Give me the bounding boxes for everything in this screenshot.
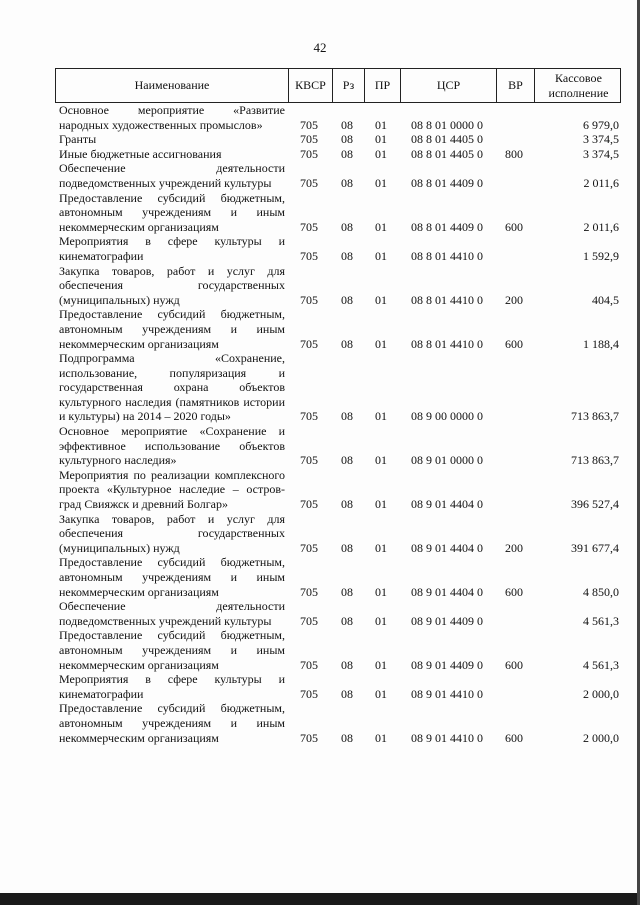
row-pr: 01 (375, 292, 387, 307)
row-name: Предоставление субсидий бюджетным, автономным учреждениям и иным некоммерческим организациям (59, 555, 285, 599)
row-vr: 800 (505, 146, 523, 161)
row-amount: 404,5 (592, 292, 619, 307)
row-kvsr: 705 (300, 117, 318, 132)
row-kvsr: 705 (300, 730, 318, 745)
row-csr: 08 8 01 4405 0 (411, 146, 483, 161)
row-rz: 08 (341, 453, 353, 468)
row-name: Мероприятия в сфере культуры и кинематографии (59, 672, 285, 701)
row-kvsr: 705 (300, 453, 318, 468)
row-amount: 391 677,4 (571, 540, 619, 555)
row-kvsr: 705 (300, 175, 318, 190)
row-pr: 01 (375, 248, 387, 263)
row-amount: 4 561,3 (583, 613, 619, 628)
row-rz: 08 (341, 117, 353, 132)
row-rz: 08 (341, 219, 353, 234)
row-amount: 713 863,7 (571, 453, 619, 468)
table-row (55, 468, 621, 512)
table-row (55, 307, 621, 351)
row-rz: 08 (341, 540, 353, 555)
row-csr: 08 9 01 4409 0 (411, 657, 483, 672)
row-kvsr: 705 (300, 336, 318, 351)
row-vr: 200 (505, 540, 523, 555)
row-rz: 08 (341, 292, 353, 307)
row-pr: 01 (375, 117, 387, 132)
row-amount: 2 011,6 (583, 219, 619, 234)
row-csr: 08 9 00 0000 0 (411, 409, 483, 424)
table-header (55, 68, 621, 103)
row-pr: 01 (375, 686, 387, 701)
header-vr: ВР (496, 69, 534, 102)
row-kvsr: 705 (300, 540, 318, 555)
table-row (55, 147, 621, 162)
row-rz: 08 (341, 146, 353, 161)
header-kass: Кассовое исполнение (534, 69, 622, 102)
table-row (55, 424, 621, 468)
row-csr: 08 8 01 4409 0 (411, 175, 483, 190)
row-pr: 01 (375, 540, 387, 555)
row-amount: 3 374,5 (583, 132, 619, 147)
row-pr: 01 (375, 146, 387, 161)
row-rz: 08 (341, 686, 353, 701)
row-kvsr: 705 (300, 292, 318, 307)
row-vr: 600 (505, 219, 523, 234)
row-name: Предоставление субсидий бюджетным, автономным учреждениям и иным некоммерческим организациям (59, 190, 285, 234)
row-rz: 08 (341, 497, 353, 512)
budget-table (55, 68, 621, 745)
row-kvsr: 705 (300, 248, 318, 263)
row-name: Закупка товаров, работ и услуг для обеспечения государственных (муниципальных) нужд (59, 511, 285, 555)
table-row (55, 234, 621, 263)
row-csr: 08 8 01 4410 0 (411, 248, 483, 263)
row-name: Предоставление субсидий бюджетным, автономным учреждениям и иным некоммерческим организациям (59, 307, 285, 351)
row-rz: 08 (341, 175, 353, 190)
table-row (55, 599, 621, 628)
row-name: Предоставление субсидий бюджетным, автономным учреждениям и иным некоммерческим организациям (59, 628, 285, 672)
row-csr: 08 9 01 4404 0 (411, 497, 483, 512)
row-pr: 01 (375, 613, 387, 628)
table-row (55, 628, 621, 672)
table-row (55, 701, 621, 745)
table-row (55, 512, 621, 556)
row-kvsr: 705 (300, 657, 318, 672)
row-vr: 600 (505, 730, 523, 745)
row-name: Закупка товаров, работ и услуг для обеспечения государственных (муниципальных) нужд (59, 263, 285, 307)
table-row (55, 132, 621, 147)
row-amount: 6 979,0 (583, 117, 619, 132)
row-amount: 4 850,0 (583, 584, 619, 599)
row-kvsr: 705 (300, 613, 318, 628)
row-kvsr: 705 (300, 146, 318, 161)
header-kvsr: КВСР (288, 69, 332, 102)
row-rz: 08 (341, 584, 353, 599)
header-name: Наименование (134, 78, 210, 92)
table-row (55, 161, 621, 190)
row-name: Мероприятия по реализации комплексного проекта «Культурное наследие – остров-град Свияжск и древний Болгар» (59, 467, 285, 512)
row-kvsr: 705 (300, 409, 318, 424)
row-csr: 08 9 01 0000 0 (411, 453, 483, 468)
row-csr: 08 8 01 4410 0 (411, 292, 483, 307)
row-vr: 600 (505, 584, 523, 599)
row-amount: 713 863,7 (571, 409, 619, 424)
row-name: Основное мероприятие «Развитие народных художественных промыслов» (59, 103, 285, 132)
row-vr: 600 (505, 657, 523, 672)
row-pr: 01 (375, 657, 387, 672)
row-csr: 08 8 01 4410 0 (411, 336, 483, 351)
row-name: Гранты (59, 132, 97, 147)
table-body (55, 103, 621, 745)
row-name: Обеспечение деятельности подведомственных учреждений культуры (59, 599, 285, 628)
row-vr: 200 (505, 292, 523, 307)
row-kvsr: 705 (300, 686, 318, 701)
row-amount: 3 374,5 (583, 146, 619, 161)
row-pr: 01 (375, 730, 387, 745)
row-pr: 01 (375, 175, 387, 190)
row-rz: 08 (341, 248, 353, 263)
row-name: Иные бюджетные ассигнования (59, 146, 222, 161)
row-amount: 4 561,3 (583, 657, 619, 672)
row-csr: 08 8 01 0000 0 (411, 117, 483, 132)
table-row (55, 351, 621, 424)
row-name: Предоставление субсидий бюджетным, автономным учреждениям и иным некоммерческим организациям (59, 701, 285, 745)
row-name: Основное мероприятие «Сохранение и эффективное использование объектов культурного наследия» (59, 424, 285, 468)
row-csr: 08 9 01 4404 0 (411, 584, 483, 599)
row-rz: 08 (341, 132, 353, 147)
header-csr: ЦСР (400, 69, 496, 102)
row-csr: 08 9 01 4410 0 (411, 686, 483, 701)
row-amount: 1 592,9 (583, 248, 619, 263)
row-kvsr: 705 (300, 219, 318, 234)
table-row (55, 103, 621, 132)
row-amount: 2 000,0 (583, 686, 619, 701)
scan-bottom-edge (0, 893, 640, 905)
row-rz: 08 (341, 336, 353, 351)
row-name: Подпрограмма «Сохранение, использование, популяризация и государственная охрана объектов культурного наследия (памятников истории и культуры) на 2014 – 2020 годы» (59, 351, 285, 424)
row-amount: 396 527,4 (571, 497, 619, 512)
row-pr: 01 (375, 584, 387, 599)
row-amount: 2 000,0 (583, 730, 619, 745)
row-vr: 600 (505, 336, 523, 351)
table-row (55, 672, 621, 701)
row-pr: 01 (375, 336, 387, 351)
row-amount: 2 011,6 (583, 175, 619, 190)
header-pr: ПР (364, 69, 400, 102)
row-csr: 08 9 01 4404 0 (411, 540, 483, 555)
row-name: Обеспечение деятельности подведомственных учреждений культуры (59, 161, 285, 190)
row-amount: 1 188,4 (583, 336, 619, 351)
row-pr: 01 (375, 219, 387, 234)
row-csr: 08 9 01 4410 0 (411, 730, 483, 745)
table-row (55, 191, 621, 235)
page-number: 42 (313, 40, 327, 55)
row-csr: 08 8 01 4409 0 (411, 219, 483, 234)
row-pr: 01 (375, 497, 387, 512)
row-rz: 08 (341, 409, 353, 424)
row-rz: 08 (341, 613, 353, 628)
row-name: Мероприятия в сфере культуры и кинематографии (59, 234, 285, 263)
row-kvsr: 705 (300, 132, 318, 147)
row-kvsr: 705 (300, 584, 318, 599)
header-rz: Рз (332, 69, 364, 102)
row-pr: 01 (375, 409, 387, 424)
row-kvsr: 705 (300, 497, 318, 512)
table-row (55, 264, 621, 308)
row-csr: 08 8 01 4405 0 (411, 132, 483, 147)
row-rz: 08 (341, 730, 353, 745)
row-rz: 08 (341, 657, 353, 672)
row-pr: 01 (375, 132, 387, 147)
row-pr: 01 (375, 453, 387, 468)
row-csr: 08 9 01 4409 0 (411, 613, 483, 628)
table-row (55, 555, 621, 599)
